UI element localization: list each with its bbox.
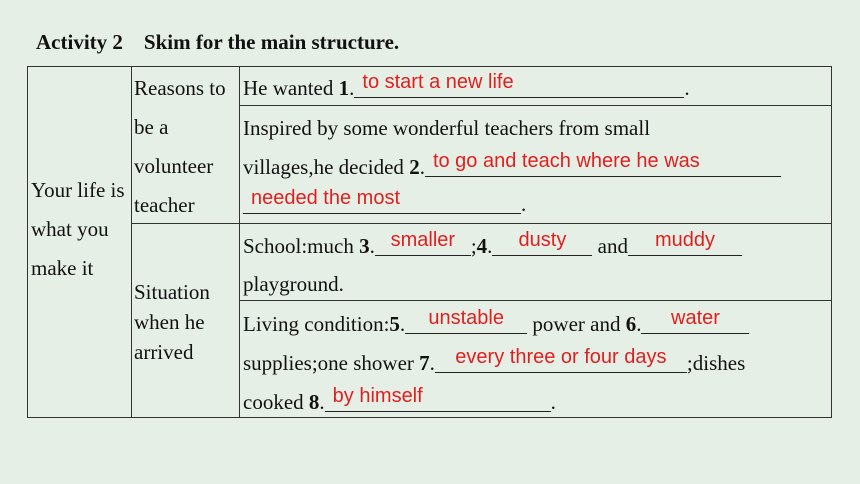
reasons-heading: Reasons to be a volunteer teacher [134,76,226,217]
answer-6: water [671,307,720,329]
blank-number-1: 1 [338,76,350,100]
blank-5[interactable] [405,307,527,334]
blank-muddy[interactable] [628,229,742,256]
blank-number-7: 7 [419,351,430,375]
row-4-period: . [550,390,556,414]
column-divider-1 [131,67,132,417]
answer-1: to start a new life [362,71,514,93]
blank-1[interactable] [354,71,684,98]
row-1-line: He wanted 1. to start a new life . [243,71,690,100]
row-2-line-2: villages,he decided 2. to go and teach where he was [243,152,781,182]
answer-5: unstable [428,307,504,329]
blank-4[interactable] [492,229,592,256]
blank-number-8: 8 [308,390,320,414]
answer-2b: needed the most [251,187,400,209]
answer-3: smaller [390,229,456,251]
row-3-line-1: School:much 3. smaller ;4. dusty and muddy [243,231,742,261]
row-2-line-3 [243,189,526,219]
answer-8: by himself [332,385,423,407]
row-divider-3 [239,300,831,301]
row-3-separator: ; [470,234,477,258]
row-1-period: . [684,76,690,100]
row-2-prefix: villages,he decided [243,155,410,179]
blank-number-6: 6 [625,312,637,336]
row-4-line-3: cooked 8. by himself . [243,385,556,414]
row-3-line-2: playground. [243,272,344,296]
topic-cell: Your life is what you make it [31,178,125,280]
column-divider-2 [239,67,240,417]
row-4-line2-suffix: ;dishes [686,351,746,375]
blank-6[interactable] [641,307,749,334]
row-4-prefix: Living condition: [243,312,390,336]
row-1-prefix: He wanted [243,76,339,100]
blank-3[interactable] [375,229,471,256]
blank-7[interactable] [435,346,687,373]
row-4-line-1: Living condition:5. unstable power and 6. water [243,309,749,339]
row-3-prefix: School:much [243,234,360,258]
blank-8[interactable] [325,385,551,412]
row-2-period: . [521,192,527,216]
blank-number-4: 4 [476,234,488,258]
answer-2a: to go and teach where he was [432,150,700,172]
blank-number-3: 3 [359,234,370,258]
row-4-line2-prefix: supplies;one shower [243,351,420,375]
answer-7: every three or four days [455,346,667,368]
structure-table [27,66,832,418]
row-3-and: and [592,234,628,258]
answer-muddy: muddy [654,229,716,251]
situation-heading: Situation when he arrived [134,280,210,364]
answer-4: dusty [518,229,567,251]
row-4-line3-prefix: cooked [243,390,309,414]
blank-number-2: 2 [409,155,420,179]
blank-number-5: 5 [389,312,400,336]
activity-title: Activity 2 Skim for the main structure. [36,30,400,54]
row-divider-1 [239,105,831,106]
row-2-line-1: Inspired by some wonderful teachers from small [243,116,651,140]
row-4-mid: power and [527,312,626,336]
blank-2b[interactable] [243,187,521,214]
row-4-line-2: supplies;one shower 7. every three or four days ;dishes [243,346,746,375]
